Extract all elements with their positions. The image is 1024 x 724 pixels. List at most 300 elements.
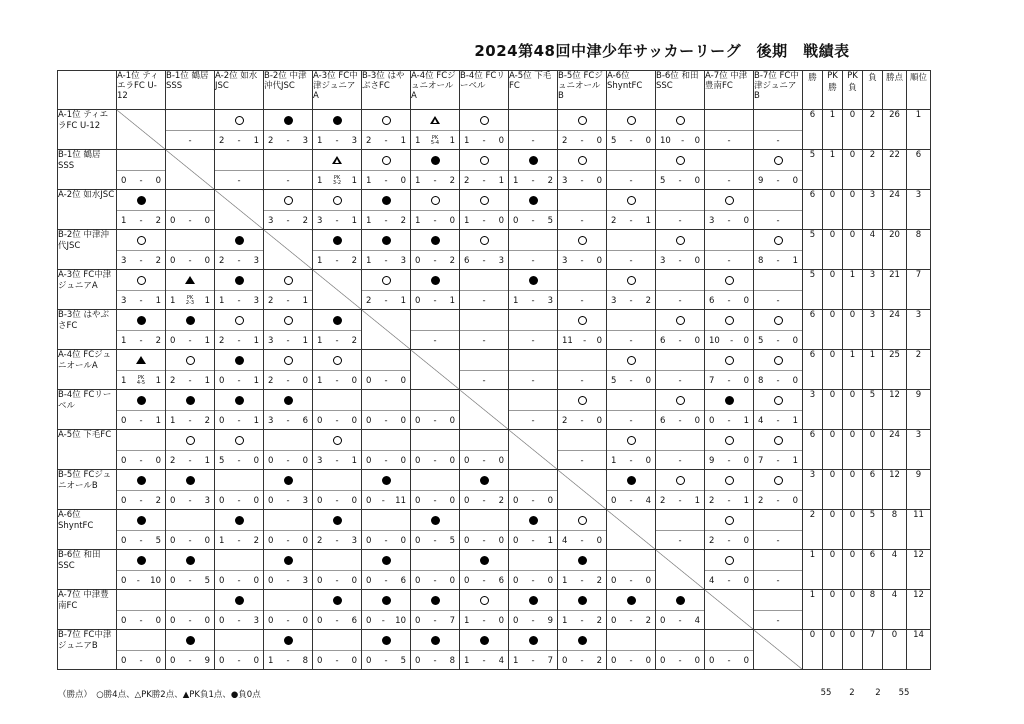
result-mark: [411, 590, 459, 611]
score-away: 1: [351, 175, 357, 186]
score-home: 0: [219, 375, 225, 386]
result-mark: [215, 350, 263, 371]
win-circle-icon: [774, 436, 783, 445]
score: [264, 651, 312, 670]
score: [313, 491, 361, 510]
score: [509, 611, 557, 630]
score-separator: -: [139, 175, 143, 186]
score-away: 6: [351, 615, 357, 626]
match-cell: [460, 510, 509, 550]
match-cell: [215, 390, 264, 430]
score: [166, 651, 214, 670]
loss-dot-icon: [725, 396, 734, 405]
score-separator: -: [335, 415, 339, 426]
match-cell: [166, 590, 215, 630]
score-away: 0: [400, 535, 406, 546]
score-separator: -: [730, 335, 734, 346]
score-home: 6: [464, 255, 470, 266]
score-away: 0: [302, 615, 308, 626]
match-cell: [607, 190, 656, 230]
match-cell: [607, 470, 656, 510]
score-away: 0: [596, 535, 602, 546]
result-mark: [313, 110, 361, 131]
score-away: 0: [253, 655, 259, 666]
score-separator: -: [136, 575, 140, 586]
loss-dot-icon: [578, 556, 587, 565]
result-mark: [166, 270, 214, 291]
score-away: 1: [351, 455, 357, 466]
score: [166, 371, 214, 390]
match-cell: [460, 110, 509, 150]
result-mark: [215, 430, 263, 451]
score-away: 1: [204, 295, 210, 306]
stat-pk-wins: 0: [823, 390, 843, 430]
result-mark: [558, 430, 606, 451]
result-mark: [460, 630, 508, 651]
win-circle-icon: [627, 436, 636, 445]
score-home: 0: [268, 455, 274, 466]
score-home: 0: [562, 655, 568, 666]
result-mark: [460, 310, 508, 331]
score: [215, 531, 263, 550]
score-separator: -: [384, 535, 388, 546]
score-away: 1: [253, 135, 259, 146]
table-row: [58, 190, 931, 230]
score-home: 0: [170, 255, 176, 266]
score: [509, 571, 557, 590]
match-cell: [754, 310, 803, 350]
match-cell: [166, 350, 215, 390]
score: [558, 131, 606, 150]
score-home: 2: [464, 175, 470, 186]
score: [509, 491, 557, 510]
score-home: 0: [268, 615, 274, 626]
score-away: 4: [498, 655, 504, 666]
score: [558, 651, 606, 670]
score: [411, 491, 459, 510]
score: [411, 291, 459, 310]
pk-loss-triangle-icon: [185, 276, 195, 284]
score: [264, 451, 312, 470]
score: [215, 291, 263, 310]
match-cell: [411, 230, 460, 270]
result-mark: [166, 590, 214, 611]
match-cell: [313, 390, 362, 430]
win-circle-icon: [578, 516, 587, 525]
result-mark: [117, 190, 165, 211]
score-home: 0: [121, 415, 127, 426]
score: -: [286, 175, 290, 186]
result-mark: [558, 190, 606, 211]
loss-dot-icon: [235, 516, 244, 525]
score-separator: -: [384, 375, 388, 386]
score-separator: -: [727, 455, 731, 466]
match-cell: [558, 190, 607, 230]
score: [558, 251, 606, 270]
score-separator: -: [139, 655, 143, 666]
score-home: 1: [611, 455, 617, 466]
score-away: 5: [449, 535, 455, 546]
score-away: 2: [204, 415, 210, 426]
score-home: 1: [562, 615, 568, 626]
diagonal-cell: [117, 110, 166, 150]
score: -: [678, 215, 682, 226]
match-cell: [313, 630, 362, 670]
score: [362, 211, 410, 230]
loss-dot-icon: [529, 596, 538, 605]
score-away: 0: [400, 455, 406, 466]
score-separator: -: [433, 255, 437, 266]
match-cell: [460, 470, 509, 510]
pk-score: PK 5-4: [430, 134, 440, 146]
result-mark: [558, 590, 606, 611]
score-away: 6: [400, 575, 406, 586]
result-mark: [411, 110, 459, 131]
result-mark: [215, 390, 263, 411]
score-separator: -: [433, 495, 437, 506]
score-away: 10: [395, 615, 406, 626]
match-cell: [362, 270, 411, 310]
score-away: 0: [253, 575, 259, 586]
result-mark: [754, 470, 802, 491]
score: [411, 651, 459, 670]
score-home: 0: [709, 655, 715, 666]
score-home: 1: [464, 615, 470, 626]
score-home: 2: [219, 255, 225, 266]
score-away: 0: [547, 575, 553, 586]
match-cell: [166, 510, 215, 550]
score-away: 0: [351, 495, 357, 506]
result-mark: [362, 470, 410, 491]
score: [607, 451, 655, 470]
score-separator: -: [188, 375, 192, 386]
row-header-team: A-6位 ShyntFC: [58, 510, 117, 550]
pk-win-triangle-icon: [332, 156, 342, 164]
win-circle-icon: [578, 116, 587, 125]
result-mark: [705, 270, 753, 291]
result-mark: [166, 190, 214, 211]
loss-dot-icon: [186, 316, 195, 325]
score: [705, 291, 753, 310]
score: [362, 251, 410, 270]
win-circle-icon: [235, 316, 244, 325]
result-mark: [558, 110, 606, 131]
score-separator: -: [482, 135, 486, 146]
result-mark: [411, 390, 459, 411]
win-circle-icon: [774, 156, 783, 165]
match-cell: [460, 590, 509, 630]
score-separator: -: [776, 175, 780, 186]
diagonal-cell: [705, 590, 754, 630]
score-home: 0: [366, 615, 372, 626]
score-separator: -: [335, 215, 339, 226]
score: [264, 131, 312, 150]
loss-dot-icon: [480, 476, 489, 485]
match-cell: [215, 510, 264, 550]
score: [411, 611, 459, 630]
match-cell: [166, 190, 215, 230]
score: -: [776, 295, 780, 306]
win-circle-icon: [284, 196, 293, 205]
result-mark: [362, 350, 410, 371]
score-separator: -: [727, 655, 731, 666]
score: [117, 451, 165, 470]
score-home: 8: [758, 375, 764, 386]
match-cell: [558, 510, 607, 550]
loss-dot-icon: [284, 556, 293, 565]
score: [264, 211, 312, 230]
result-mark: [607, 110, 655, 131]
score: [411, 211, 459, 230]
score: [607, 491, 655, 510]
score-home: 3: [268, 335, 274, 346]
score: -: [727, 135, 731, 146]
score: [264, 571, 312, 590]
score: [264, 411, 312, 430]
match-cell: [166, 470, 215, 510]
score-away: 2: [400, 215, 406, 226]
score: [117, 211, 165, 230]
score-home: 0: [366, 375, 372, 386]
result-mark: [656, 310, 704, 331]
score-separator: -: [482, 215, 486, 226]
score-separator: -: [727, 375, 731, 386]
score-separator: -: [286, 295, 290, 306]
result-mark: [362, 270, 410, 291]
score: [362, 291, 410, 310]
stat-pk-wins: 0: [823, 230, 843, 270]
column-header-team: B-2位 中津沖代JSC: [264, 71, 313, 110]
score-separator: -: [286, 535, 290, 546]
match-cell: [411, 510, 460, 550]
win-circle-icon: [284, 276, 293, 285]
score-separator: -: [629, 575, 633, 586]
score-separator: -: [629, 135, 633, 146]
score-away: 0: [449, 215, 455, 226]
score-away: 0: [792, 335, 798, 346]
score-away: 0: [449, 455, 455, 466]
win-circle-icon: [235, 436, 244, 445]
score-away: 0: [596, 135, 602, 146]
column-header-team: A-1位 ティエラFC U-12: [117, 71, 166, 110]
match-cell: [362, 390, 411, 430]
result-mark: [509, 350, 557, 371]
score-away: 0: [351, 655, 357, 666]
score-home: 0: [170, 215, 176, 226]
win-circle-icon: [774, 236, 783, 245]
score-separator: -: [286, 375, 290, 386]
result-mark: [656, 590, 704, 611]
result-mark: [313, 630, 361, 651]
score: -: [727, 175, 731, 186]
result-mark: [117, 630, 165, 651]
match-cell: [313, 430, 362, 470]
score-home: 2: [268, 295, 274, 306]
match-cell: [411, 270, 460, 310]
stat-points: 24: [883, 430, 907, 470]
score: -: [531, 135, 535, 146]
diagonal-cell: [215, 190, 264, 230]
result-mark: [264, 630, 312, 651]
score-separator: -: [580, 175, 584, 186]
match-cell: [411, 470, 460, 510]
score-home: 2: [366, 295, 372, 306]
win-circle-icon: [725, 476, 734, 485]
score-home: 6: [660, 415, 666, 426]
win-circle-icon: [627, 276, 636, 285]
match-cell: [705, 230, 754, 270]
result-mark: [558, 510, 606, 531]
stat-losses: 5: [863, 510, 883, 550]
score-home: 0: [464, 535, 470, 546]
score-separator: -: [433, 535, 437, 546]
stat-losses: 0: [863, 430, 883, 470]
match-cell: [607, 110, 656, 150]
result-mark: [460, 470, 508, 491]
score-home: 0: [366, 535, 372, 546]
table-row: [58, 110, 931, 150]
match-cell: [313, 230, 362, 270]
score-separator: -: [335, 575, 339, 586]
score-away: 9: [204, 655, 210, 666]
score-separator: -: [237, 535, 241, 546]
score: [117, 651, 165, 670]
score: -: [580, 375, 584, 386]
match-cell: [166, 430, 215, 470]
score-separator: -: [384, 255, 388, 266]
stat-pk-wins: 0: [823, 350, 843, 390]
score: [656, 611, 704, 630]
stat-pk-losses: 0: [843, 630, 863, 670]
score-home: 3: [562, 175, 568, 186]
match-cell: [705, 470, 754, 510]
score: [607, 371, 655, 390]
result-mark: [607, 390, 655, 411]
win-circle-icon: [676, 236, 685, 245]
stat-wins: 5: [803, 270, 823, 310]
stat-losses: 4: [863, 230, 883, 270]
score: [460, 451, 508, 470]
score-away: 1: [400, 295, 406, 306]
score-away: 1: [302, 295, 308, 306]
score-home: 0: [121, 455, 127, 466]
score-home: 2: [562, 135, 568, 146]
result-mark: [264, 510, 312, 531]
stat-wins: 3: [803, 390, 823, 430]
score-separator: -: [286, 135, 290, 146]
match-cell: [411, 630, 460, 670]
stat-losses: 6: [863, 550, 883, 590]
table-row: [58, 470, 931, 510]
score-home: 1: [513, 295, 519, 306]
score-separator: -: [139, 215, 143, 226]
result-mark: [656, 110, 704, 131]
score-separator: -: [188, 415, 192, 426]
result-mark: [313, 470, 361, 491]
score-home: 0: [611, 495, 617, 506]
column-header-stat: PK負: [843, 71, 863, 110]
result-mark: [411, 150, 459, 171]
loss-dot-icon: [480, 636, 489, 645]
result-mark: [117, 270, 165, 291]
match-cell: [362, 110, 411, 150]
score-away: 1: [400, 135, 406, 146]
row-header-team: B-2位 中津沖代JSC: [58, 230, 117, 270]
score-away: 0: [155, 175, 161, 186]
match-cell: [411, 150, 460, 190]
result-mark: [460, 350, 508, 371]
score-home: 3: [121, 295, 127, 306]
match-cell: [509, 110, 558, 150]
win-circle-icon: [480, 156, 489, 165]
score: [362, 571, 410, 590]
result-mark: [117, 310, 165, 331]
result-mark: [313, 430, 361, 451]
score: [166, 491, 214, 510]
score-away: 0: [302, 535, 308, 546]
score-home: 0: [268, 495, 274, 506]
result-mark: [656, 390, 704, 411]
match-cell: [215, 350, 264, 390]
win-circle-icon: [676, 476, 685, 485]
score: [313, 411, 361, 430]
score: [705, 651, 753, 670]
table-row: [58, 270, 931, 310]
stat-points: 12: [883, 470, 907, 510]
loss-dot-icon: [284, 476, 293, 485]
loss-dot-icon: [284, 636, 293, 645]
loss-dot-icon: [480, 556, 489, 565]
match-cell: [166, 310, 215, 350]
match-cell: [656, 630, 705, 670]
score-home: 0: [366, 575, 372, 586]
score: [411, 131, 459, 150]
match-cell: [509, 590, 558, 630]
score-separator: -: [381, 495, 385, 506]
score-home: 8: [758, 255, 764, 266]
column-header-team: B-5位 FCジュニオールB: [558, 71, 607, 110]
score: [117, 611, 165, 630]
result-mark: [264, 590, 312, 611]
match-cell: [215, 230, 264, 270]
loss-dot-icon: [235, 396, 244, 405]
match-cell: [313, 510, 362, 550]
score: [264, 371, 312, 390]
result-mark: [411, 310, 459, 331]
score-separator: -: [139, 455, 143, 466]
score-separator: -: [776, 495, 780, 506]
score: [754, 371, 802, 390]
result-mark: [509, 550, 557, 571]
result-mark: [215, 630, 263, 651]
result-mark: [705, 310, 753, 331]
loss-dot-icon: [137, 516, 146, 525]
match-cell: [754, 550, 803, 590]
column-header-team: A-7位 中津豊南FC: [705, 71, 754, 110]
score: -: [678, 455, 682, 466]
score-away: 0: [596, 175, 602, 186]
match-cell: [264, 350, 313, 390]
result-mark: [166, 430, 214, 451]
column-header-team: A-6位 ShyntFC: [607, 71, 656, 110]
column-header-team: A-3位 FC中津ジュニアA: [313, 71, 362, 110]
score: [117, 331, 165, 350]
match-cell: [607, 310, 656, 350]
match-cell: [117, 190, 166, 230]
score-away: 1: [743, 495, 749, 506]
result-mark: [705, 510, 753, 531]
loss-dot-icon: [333, 316, 342, 325]
